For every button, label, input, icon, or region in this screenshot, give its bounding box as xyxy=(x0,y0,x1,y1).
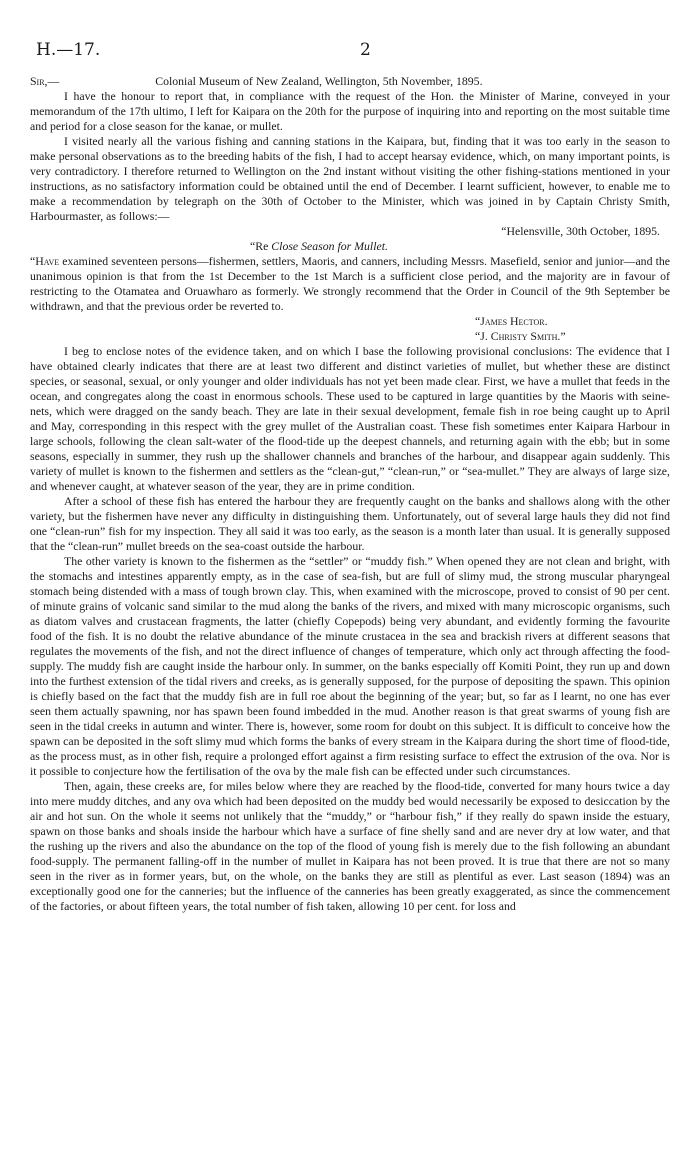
letter-opening xyxy=(30,74,670,89)
page-header xyxy=(30,40,670,64)
paragraph-6: Then, again, these creeks are, for miles below where they are reached by the flood-tide, converted for many hours twice a day into mere muddy ditches, and any ova which had been deposited on the muddy bed would necessarily be exposed to desiccation by the air and hot sun. On the whole it seems not unlikely that the “muddy,” or “harbour fish,” if they really do spawn inside the estuary, spawn on those banks and shoals inside the harbour which have a surface of fine shelly sand and are never dry at low water, and that the rushing up the rivers and also the abundance on the top of the flood of young fish is merely due to the fish following an abundant food-supply. The permanent falling-off in the number of mullet in Kaipara has not been proved. It is true that there are not so many seen in the river as in former years, but, on the whole, on the banks they are still as plentiful as ever. Last season (1894) was an exceptionally good one for the canneries; but the influence of the canneries has been greatly exaggerated, as since the commencement of the factories, or about fifteen years, the total number of fish taken, allowing 10 per cent. for loss and xyxy=(30,779,670,913)
paragraph-1: I have the honour to report that, in compliance with the request of the Hon. the Minister of Marine, conveyed in your memorandum of the 17th ultimo, I left for Kaipara on the 20th for the purpose of inquiring into and reporting on the most suitable time and period for a close season for the kanae, or mullet. xyxy=(30,89,670,133)
salutation: Sir,— xyxy=(30,74,60,88)
address-line: Colonial Museum of New Zealand, Wellington, 5th November, 1895. xyxy=(155,74,483,88)
paragraph-4: After a school of these fish has entered the harbour they are frequently caught on the banks and shallows along with the other variety, but the fishermen have never any difficulty in distinguishing them. Unfortunately, out of several large hauls they did not find one “clean-run” fish for my inspection. They all said it was too early, as the season is a month later than usual. It is generally supposed that the “clean-run” mullet breeds on the sea-coast outside the harbour. xyxy=(30,494,670,553)
page-number: 2 xyxy=(360,40,371,60)
telegram-body: examined seventeen persons—fishermen, settlers, Maoris, and canners, including Messrs. Masefield, senior and junior—and the unanimous opinion is that from the 1st December to the 1st March is a sufficient close period, and the majority are in favour of restricting to the Otamatea and Oruawharo as formerly. We strongly recommend that the Order in Council of the 9th September be withdrawn, and that the previous order be reverted to. xyxy=(30,254,670,313)
telegram-dateline: “Helensville, 30th October, 1895. xyxy=(501,224,660,238)
document-page xyxy=(30,40,670,914)
document-reference: H.—17. xyxy=(36,40,101,60)
telegram-subject-prefix: “Re xyxy=(250,239,272,253)
telegram-subject-title: Close Season for Mullet. xyxy=(271,239,388,253)
telegram-lead-word: “Have xyxy=(30,254,60,268)
telegram-subject xyxy=(30,239,670,254)
paragraph-5: The other variety is known to the fishermen as the “settler” or “muddy fish.” When opened they are not clean and bright, with the stomachs and intestines apparently empty, as in the case of sea-fish, but are full of slimy mud, the strong muscular pharyngeal stomach being distended with a mass of tough brown clay. This, when examined with the microscope, proved to consist of 90 per cent. of minute grains of volcanic sand similar to the mud along the banks of the rivers, and mixed with many microscopic organisms, such as diatom valves and crustacean fragments, the latter (chiefly Copepods) being very abundant, and evidently forming the favourite food of the fish. It is no doubt the relative abundance of the minute crustacea in the sea and brackish rivers at different seasons that regulates the movements of the fish, and not the direct influence of changes of temperature, which only act through affecting the food-supply. The muddy fish are caught inside the harbour only. In summer, on the banks especially off Komiti Point, they run up and down into the furthest extension of the tidal rivers and creeks, as is generally supposed, for the purpose of depositing the spawn. This opinion is chiefly based on the fact that the muddy fish are in full roe about the beginning of the year; but, so far as I learnt, no one has ever seen them actually spawning, nor has spawn been found imbedded in the mud. Another reason is that great swarms of young fish are seen in the tidal creeks in autumn and winter. There is, however, some room for doubt on this subject. It is difficult to conceive how the spawn can be deposited in the soft slimy mud which forms the banks of every stream in the Kaipara during the short time of flood-tide, as the process must, as in other fish, require a prolonged effort against a firm resisting surface to effect the extrusion of the ova. Nor is it possible to conjecture how the fertilisation of the ova by the male fish can be effected under such circumstances. xyxy=(30,554,670,778)
signature-smith: “J. Christy Smith.” xyxy=(475,329,566,343)
telegram-body-paragraph xyxy=(30,254,670,314)
paragraph-2: I visited nearly all the various fishing and canning stations in the Kaipara, but, finding that it was too early in the season to make personal observations as to the breeding habits of the fish, I had to accept hearsay evidence, which, on many important points, is very contradictory. I therefore returned to Wellington on the 2nd instant without visiting the other fishing-stations mentioned in your instructions, as no satisfactory information could be obtained until the end of December. I learnt sufficient, however, to enable me to make a recommendation by telegraph on the 30th of October to the Minister, which was joined in by Captain Christy Smith, Harbourmaster, as follows:— xyxy=(30,134,670,223)
paragraph-3: I beg to enclose notes of the evidence taken, and on which I base the following provisional conclusions: The evidence that I have obtained clearly indicates that there are at least two different and distinct varieties of mullet, but whether these are distinct species, or seasonal, sexual, or only younger and older individuals has not yet been made clear. First, we have a mullet that feeds in the ocean, and congregates along the coast in enormous schools. These used to be captured in large quantities by the Maoris with seine-nets, which were dragged on the sandy beach. They are late in their sexual development, female fish in roe being caught up to April and May, corresponding in this respect with the grey mullet of the Australian coast. These fish sometimes enter Kaipara Harbour in large schools, following the clean salt-water of the flood-tide up the deepest channels, and returning again with the ebb; but in some seasons, especially in summer, they rush up the shallower channels and branches of the harbour, and disappear again suddenly. This variety of mullet is known to the fishermen and settlers as the “clean-gut,” “clean-run,” or “sea-mullet.” They are always of large size, and whenever caught, at whatever season of the year, they are in prime condition. xyxy=(30,344,670,493)
signature-hector: “James Hector. xyxy=(475,314,548,328)
document-body xyxy=(30,74,670,914)
